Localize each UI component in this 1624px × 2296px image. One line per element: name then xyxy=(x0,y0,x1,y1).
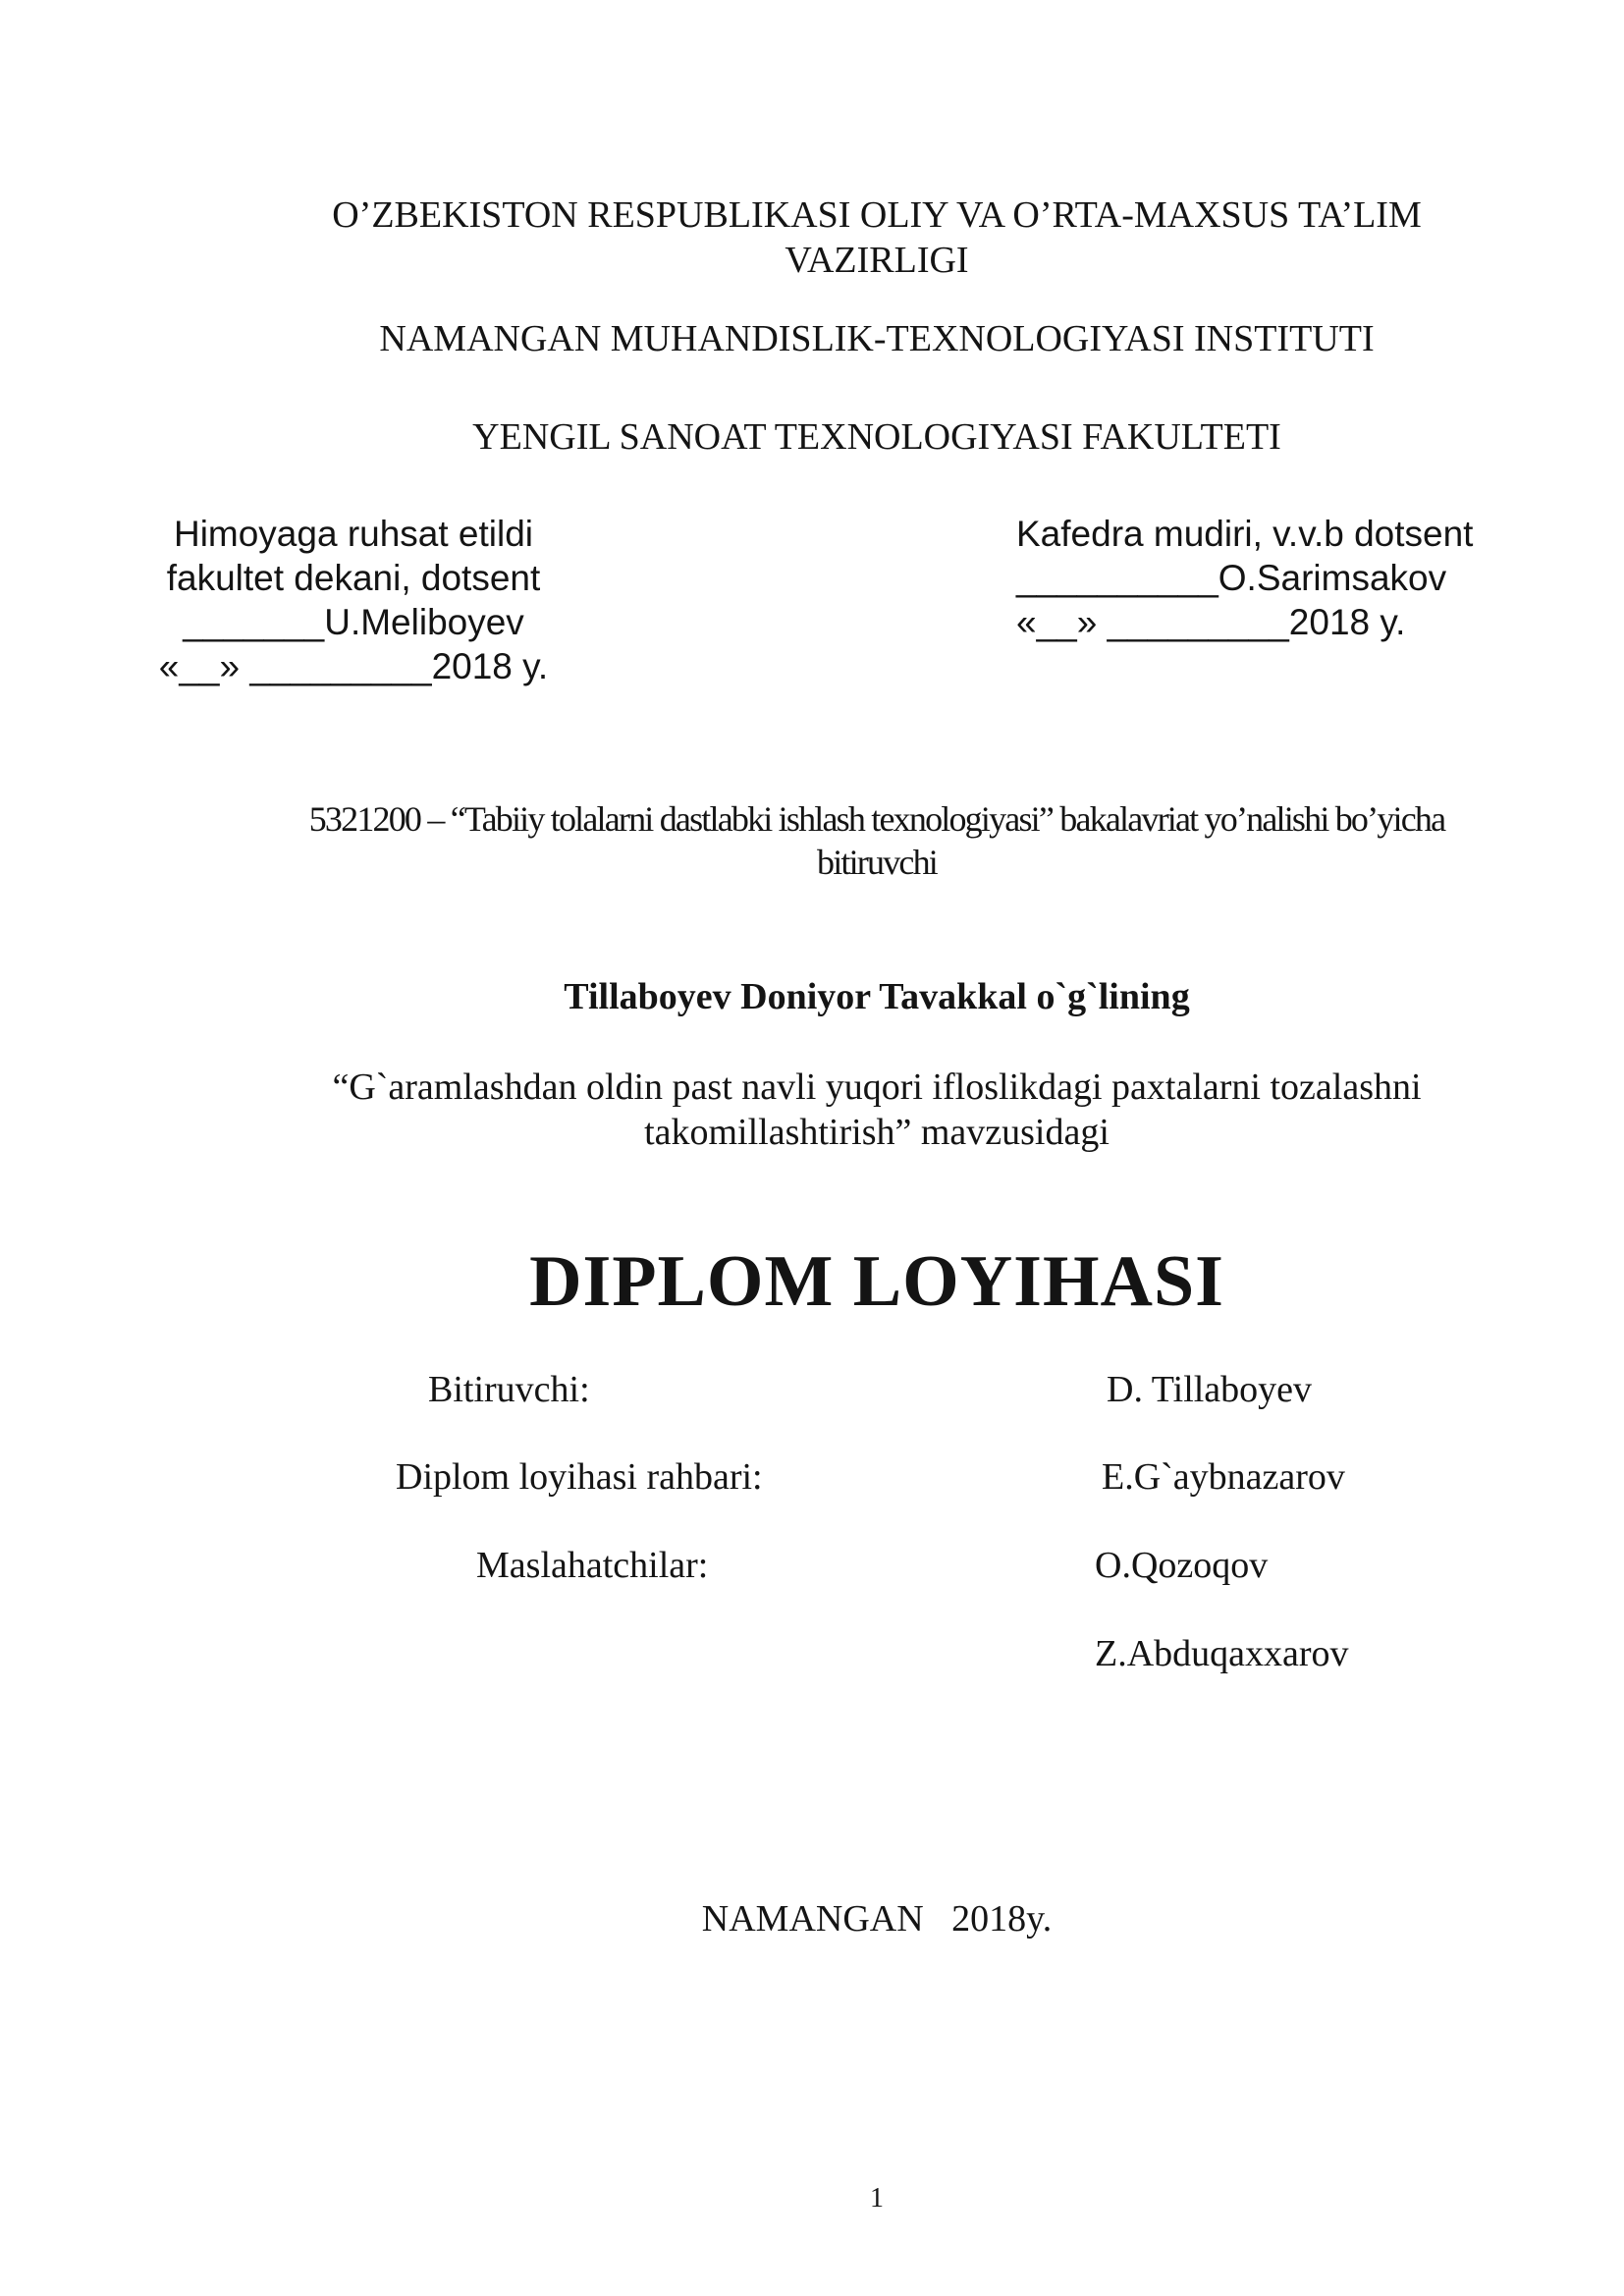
institute-heading: NAMANGAN MUHANDISLIK-TEXNOLOGIYASI INSTITUTI xyxy=(379,318,1375,359)
dean-approval-line-4: «__» _________2018 y. xyxy=(158,646,549,686)
graduate-label: Bitiruvchi: xyxy=(428,1369,590,1410)
study-direction xyxy=(0,797,1624,884)
student-name: Tillaboyev Doniyor Tavakkal o`g`lining xyxy=(564,976,1190,1017)
department-approval-line-1: Kafedra mudiri, v.v.b dotsent xyxy=(1016,514,1474,554)
document-title: DIPLOM LOYIHASI xyxy=(529,1241,1224,1322)
city-year: NAMANGAN 2018y. xyxy=(701,1898,1053,1940)
supervisor-label: Diplom loyihasi rahbari: xyxy=(396,1456,763,1498)
consultant-1-name: O.Qozoqov xyxy=(1095,1545,1269,1586)
page-number: 1 xyxy=(870,2183,884,2214)
dean-approval-line-2: fakultet dekani, dotsent xyxy=(166,558,541,598)
project-topic-line-1: “G`aramlashdan oldin past navli yuqori ifloslikdagi paxtalarni tozalashni xyxy=(332,1066,1422,1108)
graduate-name: D. Tillaboyev xyxy=(1107,1369,1313,1410)
department-approval-line-3: «__» _________2018 y. xyxy=(1016,602,1406,642)
ministry-heading xyxy=(0,192,1624,283)
project-topic xyxy=(0,1065,1624,1155)
consultant-2-name: Z.Abduqaxxarov xyxy=(1095,1633,1349,1674)
dean-approval-line-1: Himoyaga ruhsat etildi xyxy=(173,514,534,554)
ministry-line-2: VAZIRLIGI xyxy=(785,240,969,281)
dean-approval-block xyxy=(0,512,707,688)
ministry-line-1: O’ZBEKISTON RESPUBLIKASI OLIY VA O’RTA-MAXSUS TA’LIM xyxy=(332,194,1422,236)
dean-approval-line-3: _______U.Meliboyev xyxy=(183,602,524,642)
faculty-heading: YENGIL SANOAT TEXNOLOGIYASI FAKULTETI xyxy=(472,416,1281,458)
supervisor-name: E.G`aybnazarov xyxy=(1102,1456,1345,1498)
study-direction-line-2: bitiruvchi xyxy=(817,843,937,882)
project-topic-line-2: takomillashtirish” mavzusidagi xyxy=(644,1112,1110,1153)
study-direction-line-1: 5321200 – “Tabiiy tolalarni dastlabki ishlash texnologiyasi” bakalavriat yo’nalishi bo’yicha xyxy=(308,799,1445,839)
department-approval-line-2: __________O.Sarimsakov xyxy=(1016,558,1447,598)
consultants-label: Maslahatchilar: xyxy=(476,1545,709,1586)
department-approval-block xyxy=(1016,512,1473,644)
